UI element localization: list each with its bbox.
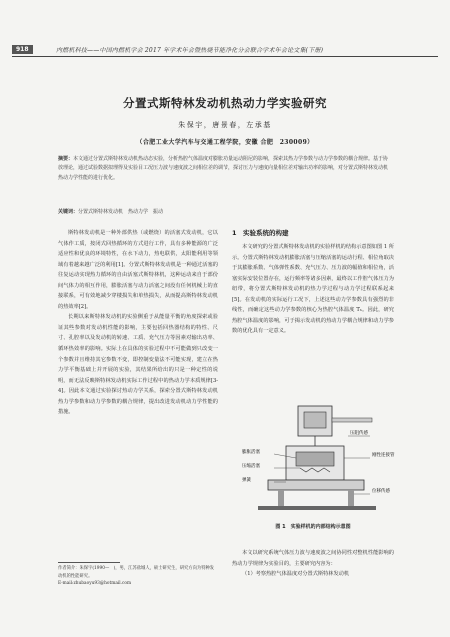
page-number: 918: [12, 45, 33, 54]
section-paragraph-3: （1）考察热腔气体温度对分置式斯特林发动机: [242, 571, 350, 578]
right-column-bottom: [232, 548, 394, 580]
displacer-piston-shape: [304, 412, 326, 428]
left-column: [58, 228, 218, 418]
affiliation: （合肥工业大学汽车与交通工程学院，安徽 合肥 230009）: [136, 139, 314, 146]
header-rule: [12, 56, 438, 57]
figure-caption: 图 1 实验样机的内部结构示意图: [275, 524, 351, 530]
abstract: [58, 155, 392, 183]
right-column-top: [232, 242, 394, 337]
base-plate: [268, 480, 364, 490]
engine-structure-figure: [238, 402, 396, 514]
keywords: [58, 208, 392, 217]
abstract-label: 摘要：: [58, 156, 74, 162]
leg-left: [278, 490, 284, 508]
running-title: 内燃机科技——中国内燃机学会 2017 年学术年会暨热烧节能净化分会联合学术年会论文集(下册): [56, 47, 324, 54]
abstract-text: 本文通过分置式斯特林发动机热动态实验，分析热腔气体温度对膨胀功量运动阻尼的影响，探索其热力学参数与动力学参数的耦合规律。基于协放理论，通过试验数据拟理得及实验目工况压力波与速度波之间相位差的调节，探讨压力与速度向量相位差对输出功率的影响，对分置式斯特林发动机热动力学性能的进行优化。: [58, 156, 389, 181]
compress-piston-shape: [296, 452, 334, 466]
label-clamp: 刚性连接管: [372, 453, 395, 458]
footnote-rule: [58, 562, 120, 563]
label-pressure-sensor: 压阻传感: [350, 431, 368, 436]
label-displacer-piston: 膨胀活塞: [242, 450, 260, 455]
leg-right: [348, 490, 354, 508]
keywords-label: 关键词：: [58, 209, 79, 215]
connecting-pipe: [332, 418, 372, 422]
intro-paragraph-2: 长期以来斯特林发动机的实验侧重于从能量平衡的角度探索或验证其些参数对发动机性能的影响，主要包括回热器结构的特性、尺寸、孔腔率以及发动机的转速、工质、充气压力等因素对输出功率、循环热效率的影响。实际上在具体的实验过程中不可能做到只改变一个参数并且维持其它参数不变，即控制变量法不可能实现，建立在热力学平衡基础上并开展的实验，其结果所给出的只是一种定性的说明，而无法反映斯特林发动机实际工作过程中的热动力学本质规律[3-4]。因此本文通过实验探讨热动力学关系，探索分置式斯特林发动机热力学参数和动力学参数的耦合规律，提出改进发动机动力学性能的措施。: [58, 314, 218, 416]
keywords-text: 分置式斯特林发动机 热动力学 振动: [78, 209, 164, 215]
footnote: [58, 565, 218, 588]
footnote-text: 作者简介：朱保宇(1990— )，男，江苏盐城人，硕士研究生，研究方向为特种发动机的性能研究。: [58, 566, 215, 579]
ground-plate: [258, 506, 376, 510]
section-heading: 1 实验系统的构建: [232, 229, 289, 237]
section-paragraph-2: 本文以研究系统气体压力波与速度波之间协同性对整机性能影响的热动力学规律为实验目的，主要研究内容为：: [232, 550, 394, 567]
label-displacement-sensor: 位移传感: [372, 489, 390, 494]
authors: 朱保宇，唐景春，左承基: [178, 121, 272, 129]
section-paragraph-1: 本文研究的分置式斯特林发动机的实验样机的结构示意图如图 1 所示。分置式斯特林发动机膨胀活塞与压缩活塞的运动行程、相位角取决于其膨胀系数、气体弹性系数、充气压力、压力波的幅值和相位角，活塞实际安装位置存在，运行频率等诸多因素，最终以工作腔气体压力为纽带，将分置式斯特林发动机的热力学过程与动力学过程联系起来[5]。在发动机的实际运行工况下，上述这些动力学参数具有强烈的非线性，而确定这些动力学参数的核心为热腔气体温度 Tₕ。因此，研究热腔气体温度的影响，可于揭示发动机的热动力学耦合规律和动力学参数的优化具有一定意义。: [232, 244, 394, 335]
intro-paragraph-1: 斯特林发动机是一种外部供热（或燃烧）的活塞式发动机，它以气体作工质，按闭式回热循环的方式进行工作，具有多种能源的广泛适应性和优良的环境特性，在水下动力，热电联供，太阳能利用等领域有着越来越广泛的利用[1]。分置式斯特林发动机是一种通过活塞的往复运动实现热力循环的自由活塞式斯特林机，这种运动来自于部份间气体力的相互作用，膨胀活塞与动力活塞之间没有任何机械上的直接联系，可有效地减少穿楼损失和单热损失，从而提高斯特林发动机的热效率[2]。: [58, 230, 218, 310]
paper-title: 分置式斯特林发动机热动力学实验研究: [123, 96, 327, 110]
label-spring: 弹簧: [242, 478, 251, 483]
label-compress-piston: 压缩活塞: [242, 464, 260, 469]
footnote-email: E-mail:zhubaoyu93@hotmail.com: [58, 581, 132, 586]
